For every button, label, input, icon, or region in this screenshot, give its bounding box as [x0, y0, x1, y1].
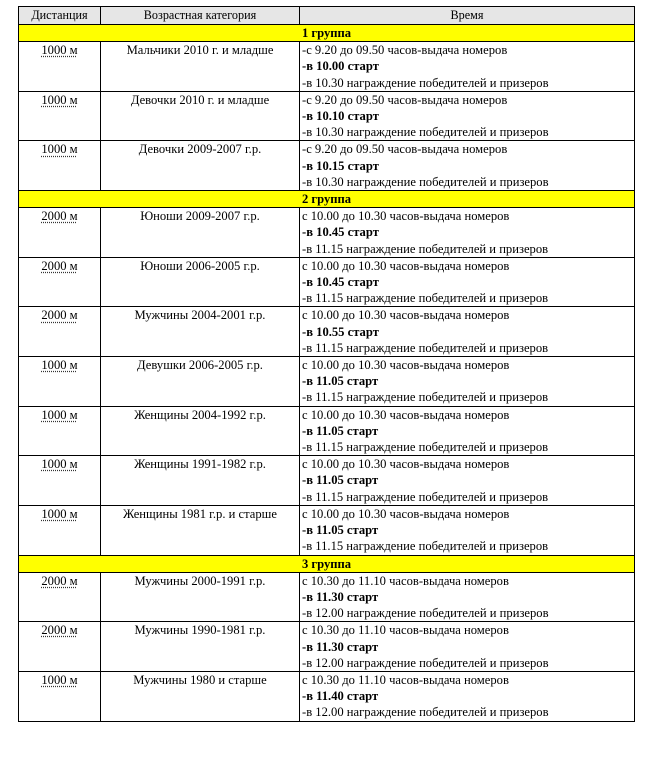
table-row: [19, 572, 635, 622]
number-issue-line: -с 9.20 до 09.50 часов-выдача номеров: [302, 43, 508, 58]
start-time-line: -в 11.05 старт: [302, 374, 379, 389]
table-row: [19, 91, 635, 141]
header-category: Возрастная категория: [101, 7, 300, 25]
distance-cell: [19, 456, 101, 506]
group-title: 2 группа: [19, 191, 635, 208]
table-row: [19, 406, 635, 456]
time-cell: [300, 505, 635, 555]
distance-cell: [19, 357, 101, 407]
distance-cell: [19, 572, 101, 622]
distance-cell: [19, 671, 101, 721]
award-line: -в 11.15 награждение победителей и призеров: [302, 241, 549, 256]
time-cell: [300, 307, 635, 357]
distance-cell: [19, 141, 101, 191]
schedule-table: [18, 6, 635, 722]
time-cell: [300, 671, 635, 721]
table-row: [19, 257, 635, 307]
distance-value: 2000 м: [41, 623, 78, 638]
distance-value: 1000 м: [41, 142, 78, 157]
table-row: [19, 141, 635, 191]
table-row: [19, 307, 635, 357]
number-issue-line: с 10.30 до 11.10 часов-выдача номеров: [302, 623, 509, 638]
distance-cell: [19, 91, 101, 141]
award-line: -в 12.00 награждение победителей и призеров: [302, 705, 549, 720]
distance-cell: [19, 622, 101, 672]
start-time-line: -в 10.45 старт: [302, 225, 379, 240]
header-row: [19, 7, 635, 25]
start-time-line: -в 10.45 старт: [302, 275, 379, 290]
distance-value: 2000 м: [41, 573, 78, 588]
award-line: -в 12.00 награждение победителей и призеров: [302, 655, 549, 670]
category-cell: Женщины 1991-1982 г.р.: [101, 456, 300, 506]
start-time-line: -в 11.05 старт: [302, 423, 379, 438]
category-cell: Женщины 2004-1992 г.р.: [101, 406, 300, 456]
number-issue-line: с 10.30 до 11.10 часов-выдача номеров: [302, 573, 509, 588]
category-cell: Мужчины 1990-1981 г.р.: [101, 622, 300, 672]
category-cell: Женщины 1981 г.р. и старше: [101, 505, 300, 555]
category-cell: Мужчины 1980 и старше: [101, 671, 300, 721]
distance-cell: [19, 42, 101, 92]
group-title: 1 группа: [19, 25, 635, 42]
start-time-line: -в 11.05 старт: [302, 473, 379, 488]
time-cell: [300, 622, 635, 672]
table-row: [19, 505, 635, 555]
award-line: -в 11.15 награждение победителей и призеров: [302, 340, 549, 355]
award-line: -в 10.30 награждение победителей и призеров: [302, 125, 549, 140]
distance-value: 2000 м: [41, 258, 78, 273]
award-line: -в 11.15 награждение победителей и призеров: [302, 390, 549, 405]
number-issue-line: с 10.00 до 10.30 часов-выдача номеров: [302, 457, 510, 472]
award-line: -в 10.30 награждение победителей и призеров: [302, 75, 549, 90]
number-issue-line: -с 9.20 до 09.50 часов-выдача номеров: [302, 142, 508, 157]
table-row: [19, 622, 635, 672]
time-cell: [300, 208, 635, 258]
category-cell: Мужчины 2004-2001 г.р.: [101, 307, 300, 357]
number-issue-line: с 10.00 до 10.30 часов-выдача номеров: [302, 308, 510, 323]
award-line: -в 10.30 награждение победителей и призеров: [302, 174, 549, 189]
time-cell: [300, 91, 635, 141]
category-cell: Мальчики 2010 г. и младше: [101, 42, 300, 92]
distance-value: 2000 м: [41, 209, 78, 224]
distance-cell: [19, 257, 101, 307]
start-time-line: -в 11.05 старт: [302, 523, 379, 538]
start-time-line: -в 10.15 старт: [302, 158, 379, 173]
start-time-line: -в 11.30 старт: [302, 639, 379, 654]
start-time-line: -в 11.30 старт: [302, 589, 379, 604]
category-cell: Юноши 2009-2007 г.р.: [101, 208, 300, 258]
table-header: [19, 7, 635, 25]
time-cell: [300, 456, 635, 506]
time-cell: [300, 357, 635, 407]
number-issue-line: с 10.30 до 11.10 часов-выдача номеров: [302, 672, 509, 687]
time-cell: [300, 257, 635, 307]
number-issue-line: с 10.00 до 10.30 часов-выдача номеров: [302, 506, 510, 521]
distance-value: 1000 м: [41, 506, 78, 521]
table-body: [19, 25, 635, 722]
distance-value: 1000 м: [41, 92, 78, 107]
category-cell: Девушки 2006-2005 г.р.: [101, 357, 300, 407]
time-cell: [300, 141, 635, 191]
group-header-row: [19, 191, 635, 208]
category-cell: Мужчины 2000-1991 г.р.: [101, 572, 300, 622]
group-header-row: [19, 555, 635, 572]
distance-value: 1000 м: [41, 407, 78, 422]
award-line: -в 11.15 награждение победителей и призеров: [302, 440, 549, 455]
award-line: -в 12.00 награждение победителей и призеров: [302, 606, 549, 621]
award-line: -в 11.15 награждение победителей и призеров: [302, 291, 549, 306]
table-row: [19, 456, 635, 506]
distance-cell: [19, 208, 101, 258]
award-line: -в 11.15 награждение победителей и призеров: [302, 489, 549, 504]
distance-value: 1000 м: [41, 43, 78, 58]
table-row: [19, 357, 635, 407]
start-time-line: -в 10.10 старт: [302, 109, 379, 124]
table-row: [19, 208, 635, 258]
award-line: -в 11.15 награждение победителей и призеров: [302, 539, 549, 554]
header-time: Время: [300, 7, 635, 25]
table-row: [19, 42, 635, 92]
header-distance: Дистанция: [19, 7, 101, 25]
category-cell: Девочки 2009-2007 г.р.: [101, 141, 300, 191]
distance-value: 1000 м: [41, 457, 78, 472]
time-cell: [300, 42, 635, 92]
distance-value: 1000 м: [41, 358, 78, 373]
group-title: 3 группа: [19, 555, 635, 572]
start-time-line: -в 10.55 старт: [302, 324, 379, 339]
distance-value: 2000 м: [41, 308, 78, 323]
time-cell: [300, 572, 635, 622]
number-issue-line: с 10.00 до 10.30 часов-выдача номеров: [302, 407, 510, 422]
table-row: [19, 671, 635, 721]
group-header-row: [19, 25, 635, 42]
number-issue-line: -с 9.20 до 09.50 часов-выдача номеров: [302, 92, 508, 107]
start-time-line: -в 10.00 старт: [302, 59, 379, 74]
distance-cell: [19, 505, 101, 555]
category-cell: Девочки 2010 г. и младше: [101, 91, 300, 141]
number-issue-line: с 10.00 до 10.30 часов-выдача номеров: [302, 358, 510, 373]
number-issue-line: с 10.00 до 10.30 часов-выдача номеров: [302, 258, 510, 273]
distance-cell: [19, 406, 101, 456]
distance-value: 1000 м: [41, 672, 78, 687]
start-time-line: -в 11.40 старт: [302, 689, 379, 704]
time-cell: [300, 406, 635, 456]
number-issue-line: с 10.00 до 10.30 часов-выдача номеров: [302, 209, 510, 224]
distance-cell: [19, 307, 101, 357]
category-cell: Юноши 2006-2005 г.р.: [101, 257, 300, 307]
